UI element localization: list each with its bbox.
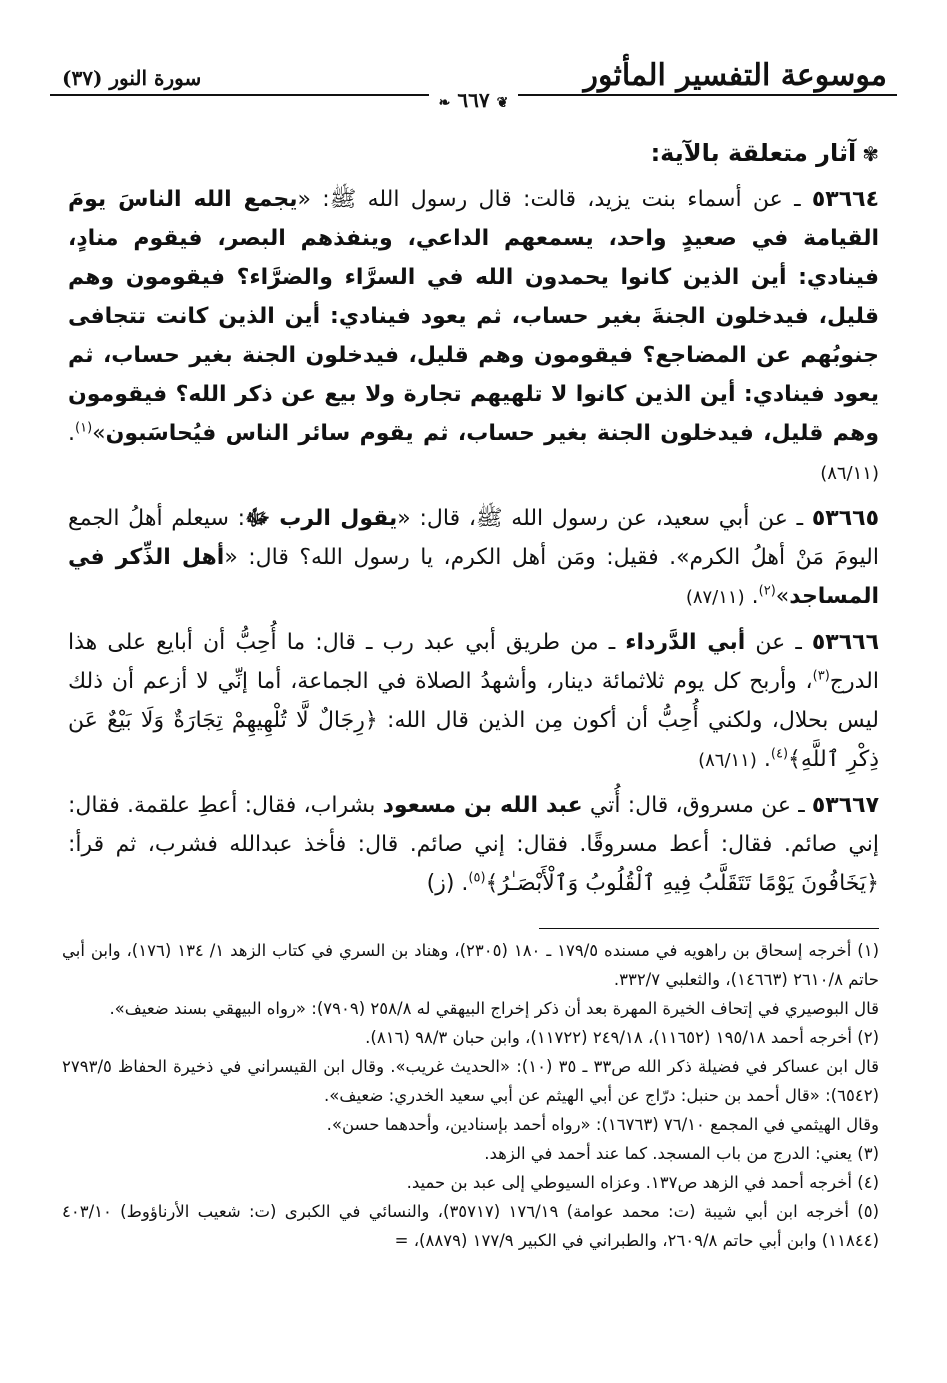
entry-text: بشراب، فقال: أعطِ علقمة. فقال: إني صائم. فقال: أعط مسروقًا. فقال: إني صائم. قال: فأخذ عبدالله فشرب، ثم قرأ: [68, 793, 879, 857]
ornament-icon: ❧ [438, 95, 451, 111]
narrator-name: أبي الدَّرداء [625, 630, 746, 655]
page-header [50, 58, 897, 118]
flower-ornament-icon: ✾ [862, 142, 879, 166]
footnote-marker[interactable]: (٣) [812, 668, 830, 684]
entry-number: ٥٣٦٦٤ [811, 187, 879, 212]
surah-label: سورة النور (٣٧) [62, 66, 202, 90]
entry-text: . (ز) [426, 871, 469, 896]
footnote-divider [539, 928, 879, 929]
entry-text: . [744, 584, 759, 609]
entry-number: ٥٣٦٦٧ [811, 793, 880, 818]
entry-number: ٥٣٦٦٥ [811, 506, 879, 531]
entry-53664 [68, 180, 879, 493]
footnote: (٢) أخرجه أحمد ١٩٥/١٨ (١١٦٥٢)، ٢٤٩/١٨ (١١٧٢٢)، وابن حبان ٩٨/٣ (٨١٦). [365, 1028, 879, 1047]
volume-reference: (٨٦/١١) [820, 463, 879, 484]
footnote: (١) أخرجه إسحاق بن راهويه في مسنده ١٧٩/٥ ـ ١٨٠ (٢٣٠٥)، وهناد بن السري في كتاب الزهد ١/ ١٣٤ (١٧٦)، وابن أبي حاتم ٢٦١٠/٨ (١٤٦٦٣)، والثعلبي ٣٣٢/٧. [62, 941, 879, 989]
hadith-text: أهل الذِّكر في المساجد [68, 545, 879, 609]
hadith-text: يقول الرب ﷻ [245, 506, 398, 531]
entry-text: ـ عن مسروق، قال: أُتي [582, 793, 812, 818]
footnote-marker[interactable]: (٢) [758, 583, 776, 599]
entry-text: . [68, 421, 75, 446]
entry-53667 [68, 786, 879, 903]
quran-verse: ﴿يَخَافُونَ يَوْمًا تَتَقَلَّبُ فِيهِ ٱلْقُلُوبُ وَٱلْأَبْصَـٰرُ﴾ [485, 871, 879, 896]
entry-text: ـ عن [745, 630, 812, 655]
footnote: قال البوصيري في إتحاف الخيرة المهرة بعد أن ذكر إخراج البيهقي له ٢٥٨/٨ (٧٩٠٩): «رواه البيهقي بسند ضعيف». [109, 999, 879, 1018]
volume-reference: (٨٦/١١) [698, 750, 757, 771]
section-heading [68, 135, 879, 172]
section-heading-text: آثار متعلقة بالآية: [650, 139, 857, 167]
entry-text: ـ من طريق أبي عبد رب ـ قال: ما أُحِبُّ أن أبايع على هذا الدرج [68, 630, 879, 694]
book-title: موسوعة التفسير المأثور [583, 58, 887, 93]
page-number-text: ٦٦٧ [457, 88, 490, 112]
footnote: وقال الهيثمي في المجمع ٧٦/١٠ (١٦٧٦٣): «رواه أحمد بإسنادين، وأحدهما حسن». [326, 1115, 879, 1134]
entry-text: ، وأربح كل يوم ثلاثمائة دينار، وأشهدُ الصلاة في الجماعة، أما إنِّي لا أزعم أن ذلك ليس بحلال، ولكني أُحِبُّ أن أكون مِن الذين قال الله: [68, 669, 879, 733]
quran-verse: ﴿رِجَالٌ لَّا تُلْهِيهِمْ تِجَارَةٌ وَلَا بَيْعٌ عَن ذِكْرِ ٱللَّهِ﴾ [68, 708, 879, 772]
entry-text: » [775, 584, 790, 609]
footnote-marker[interactable]: (٤) [770, 746, 789, 762]
page-number [429, 88, 519, 112]
main-content [68, 135, 879, 909]
entry-text: ـ عن أسماء بنت يزيد، قالت: قال رسول الله ﷺ: « [297, 187, 812, 212]
entry-number: ٥٣٦٦٦ [811, 630, 879, 655]
entry-text: . [756, 747, 771, 772]
entry-53665 [68, 499, 879, 617]
entry-53666 [68, 623, 879, 780]
entry-text: ـ عن أبي سعيد، عن رسول الله ﷺ، قال: « [397, 506, 812, 531]
footnote-marker[interactable]: (٥) [468, 870, 486, 886]
narrator-name: عبد الله بن مسعود [382, 793, 583, 818]
footnotes [62, 936, 879, 1255]
footnote: (٣) يعني: الدرج من باب المسجد. كما عند أحمد في الزهد. [484, 1144, 879, 1163]
page-number-wrap [50, 88, 897, 112]
footnote: (٤) أخرجه أحمد في الزهد ص١٣٧. وعزاه السيوطي إلى عبد بن حميد. [406, 1173, 879, 1192]
hadith-text: يجمع الله الناسَ يومَ القيامة في صعيدٍ واحد، يسمعهم الداعي، وينفذهم البصر، فيقوم منادٍ، فينادي: أين الذين كانوا يحمدون الله في السرَّاء والضرَّاء؟ فيقومون وهم قليل، فيدخلون الجنةَ بغير حساب، ثم يعود فينادي: أين الذين كانت تتجافى جنوبُهم عن المضاجع؟ فيقومون وهم قليل، فيدخلون الجنة بغير حساب، ثم يعود فينادي: أين الذين كانوا لا تلهيهم تجارة ولا بيع عن ذكر الله؟ فيقومون وهم قليل، فيدخلون الجنة بغير حساب، ثم يقوم سائر الناس فيُحاسَبون [68, 187, 879, 446]
volume-reference: (٨٧/١١) [685, 587, 745, 608]
entry-text: : سيعلم أهلُ الجمع اليومَ مَنْ أهلُ الكرم». فقيل: ومَن أهل الكرم، يا رسول الله؟ قال: « [68, 506, 879, 570]
footnote: (٥) أخرجه ابن أبي شيبة (ت: محمد عوامة) ١٧٦/١٩ (٣٥٧١٧)، والنسائي في الكبرى (ت: شعيب الأرناؤوط) ٤٠٣/١٠ (١١٨٤٤) وابن أبي حاتم ٢٦٠٩/٨، والطبراني في الكبير ١٧٧/٩ (٨٨٧٩)، = [62, 1202, 879, 1250]
ornament-icon: ❦ [496, 95, 509, 111]
footnote-marker[interactable]: (١) [75, 420, 93, 436]
footnote: قال ابن عساكر في فضيلة ذكر الله ص٣٣ ـ ٣٥ (١٠): «الحديث غريب». وقال ابن القيسراني في ذخيرة الحفاظ ٢٧٩٣/٥ (٦٥٤٢): «قال أحمد بن حنبل: درّاج عن أبي الهيثم عن أبي سعيد الخدري: ضعيف». [62, 1057, 879, 1105]
entry-text: » [92, 421, 106, 446]
